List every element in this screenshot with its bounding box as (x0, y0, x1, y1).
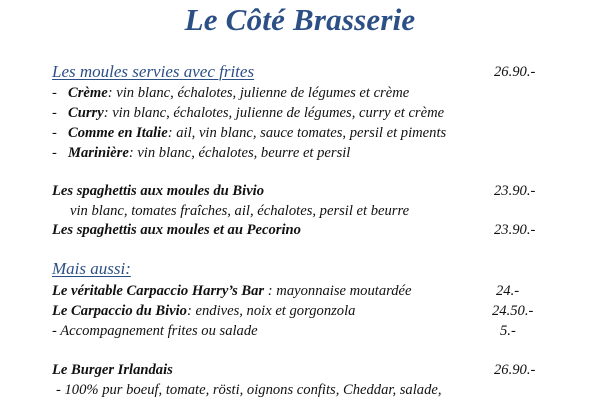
item-desc: : ail, vin blanc, sauce tomates, persil et piments (167, 125, 447, 141)
accompagnement-text: - Accompagnement frites ou salade (52, 323, 258, 339)
carpaccio-harrys-desc: : mayonnaise moutardée (264, 283, 412, 299)
item-text (68, 83, 409, 103)
item-text (68, 143, 350, 163)
burger-desc-row (0, 380, 600, 400)
spaghetti-bivio-name: Les spaghettis aux moules du Bivio (52, 183, 265, 199)
spaghetti-bivio-row (0, 181, 600, 201)
spaghetti-pecorino-name: Les spaghettis aux moules et au Pecorino (52, 222, 301, 238)
spaghetti-bivio-price: 23.90.- (494, 183, 536, 199)
mais-aussi-heading: Mais aussi: (52, 259, 131, 278)
bullet: - (52, 85, 57, 101)
carpaccio-harrys-price: 24.- (496, 283, 520, 299)
mais-aussi-section (0, 259, 600, 279)
bullet: - (52, 125, 57, 141)
burger-desc: - 100% pur boeuf, tomate, rösti, oignons confits, Cheddar, salade, (56, 382, 442, 398)
burger-price: 26.90.- (494, 362, 536, 378)
item-desc: : vin blanc, échalotes, beurre et persil (128, 145, 351, 161)
item-name: Comme en Italie (68, 125, 168, 141)
item-name: Marinière (68, 145, 129, 161)
item-text (68, 123, 446, 143)
moules-price: 26.90.- (494, 64, 536, 80)
item-text (68, 103, 444, 123)
list-item (0, 123, 600, 143)
carpaccio-harrys-text (52, 281, 412, 301)
spaghetti-pecorino-row (0, 220, 600, 240)
accompagnement-price: 5.- (500, 323, 516, 339)
moules-section (0, 62, 600, 82)
list-item (0, 83, 600, 103)
item-desc: : vin blanc, échalotes, julienne de légumes, curry et crème (103, 105, 445, 121)
burger-row (0, 360, 600, 380)
list-item (0, 103, 600, 123)
item-name: Crème (68, 85, 108, 101)
burger-name: Le Burger Irlandais (52, 362, 173, 378)
page-title: Le Côté Brasserie (184, 2, 416, 37)
carpaccio-bivio-text (52, 301, 355, 321)
spaghetti-bivio-desc-row (0, 201, 600, 221)
list-item (0, 143, 600, 163)
item-name: Curry (68, 105, 104, 121)
moules-heading: Les moules servies avec frites (52, 62, 255, 81)
carpaccio-bivio-price: 24.50.- (492, 303, 534, 319)
bullet: - (52, 105, 57, 121)
spaghetti-bivio-desc: vin blanc, tomates fraîches, ail, échalotes, persil et beurre (70, 203, 410, 219)
carpaccio-harrys-row (0, 281, 600, 301)
carpaccio-harrys-name: Le véritable Carpaccio Harry’s Bar (52, 283, 265, 299)
spaghetti-pecorino-price: 23.90.- (494, 222, 536, 238)
bullet: - (52, 145, 57, 161)
accompagnement-row (0, 321, 600, 341)
carpaccio-bivio-row (0, 301, 600, 321)
carpaccio-bivio-name: Le Carpaccio du Bivio (52, 303, 187, 319)
carpaccio-bivio-desc: : endives, noix et gorgonzola (186, 303, 356, 319)
item-desc: : vin blanc, échalotes, julienne de légumes et crème (107, 85, 410, 101)
